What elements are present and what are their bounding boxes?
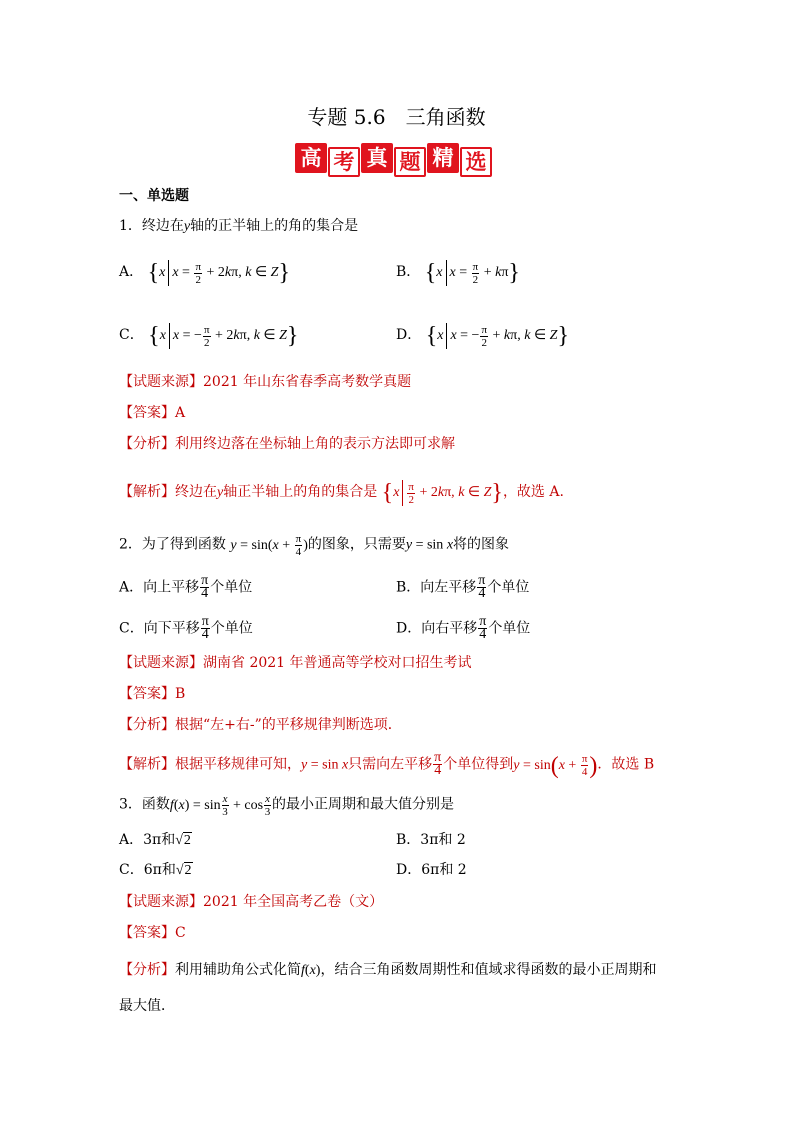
q1-stem-rest: 轴的正半轴上的角的集合是 [190,218,359,234]
q1-analysis [119,434,455,454]
q2-source-text: 湖南省 [203,655,250,671]
q2-solution: 【解析】根据平移规律可知，y = sin x只需向左平移 $\frac{\pi}{4}$ 个单位得到y = sin(x + $\frac{\pi}{4}$ )．故选 B [119,750,655,779]
q3-source [119,892,383,912]
banner-char: 题 [394,147,426,177]
q2-stem-formula-2: y = sin x [405,537,454,553]
q2-option-b-label: B．向左平移 [396,579,477,596]
q1-option-c-label: C． [119,327,144,344]
answer-tag: 【答案】 [119,925,175,941]
q3-analysis-text: 利用辅助角公式化简 [175,962,301,978]
source-tag: 【试题来源】 [119,655,203,671]
q2-option-d-unit: 个单位 [488,620,531,637]
banner-char: 真 [361,143,393,173]
q1-stem-text: 1．终边在 [119,218,184,234]
solution-tag: 【解析】 [119,484,175,501]
q1-analysis-text: 利用终边落在坐标轴上角的表示方法即可求解 [175,436,455,452]
q3-source-text: 2021 年全国高考乙卷（文） [203,894,384,910]
q3-answer [119,923,186,943]
q2-stem-formula: y = sin(x + $\frac{\pi}{4}$ ) [230,533,308,558]
q2-option-d-label: D．向右平移 [396,620,478,637]
q1-option-c [119,323,298,349]
q2-solution-mid2: 个单位得到 [443,756,514,773]
q3-stem-formula: f(x) = sin $\frac{x}{3}$ + cos $\frac{x}{3}$ [169,793,271,818]
q1-source [119,372,411,392]
q2-option-a-label: A．向上平移 [119,579,200,596]
q1-option-a-label: A． [119,264,144,281]
q3-option-a-formula: √2 [175,833,191,848]
q3-option-d [396,860,467,880]
q2-source-post: 年普通高等学校对口招生考试 [285,655,472,671]
q1-solution-end: ，故选 A. [502,484,564,501]
q1-option-b-formula: {x x = $\frac{\pi}{2}$ + kπ} [424,260,520,286]
q2-source-year: 2021 [249,655,286,671]
source-tag: 【试题来源】 [119,374,203,390]
analysis-tag: 【分析】 [119,962,175,978]
q1-option-d [396,323,569,349]
q3-stem-text: 3．函数 [119,796,170,813]
q2-analysis-text: 根据“左+右-”的平移规律判断选项． [175,717,402,733]
q2-answer [119,684,185,704]
section-heading: 一、单选题 [119,188,189,204]
q2-solution-text: 根据平移规律可知， [175,756,301,773]
q2-stem-end: 将的图象 [453,536,510,553]
q2-stem [119,533,509,558]
solution-tag: 【解析】 [119,756,175,773]
q1-option-a-formula: {x x = $\frac{\pi}{2}$ + 2kπ, k ∈ Z} [147,260,290,286]
q1-solution-mid: 轴正半轴上的角的集合是 [223,484,378,501]
q1-stem [119,216,358,237]
analysis-tag: 【分析】 [119,717,175,733]
q2-source [119,653,472,673]
q2-stem-text: 2．为了得到函数 [119,536,226,553]
q2-solution-mid: 只需向左平移 [348,756,433,773]
q1-answer-value: A [175,405,186,421]
q2-option-c-label: C．向下平移 [119,620,200,637]
q2-solution-formula-2: y = sin(x + $\frac{\pi}{4}$ ) [513,752,598,779]
q3-stem-end: 的最小正周期和最大值分别是 [271,796,454,813]
q3-option-c-formula: √2 [175,863,192,878]
analysis-tag: 【分析】 [119,436,175,452]
q2-option-c-unit: 个单位 [210,620,253,637]
q3-option-b [396,830,466,850]
page-title: 专题 5.6 三角函数 [307,105,486,129]
q1-option-b-label: B． [396,264,421,281]
banner-char: 考 [328,147,360,177]
banner-char: 精 [427,143,459,173]
banner-highlight [295,143,492,177]
q1-option-c-formula: {x x = − $\frac{\pi}{2}$ + 2kπ, k ∈ Z} [148,323,299,349]
q1-stem-var: y [183,219,191,234]
banner-char: 选 [460,147,492,177]
q1-answer [119,403,185,423]
q3-option-c-label: C．6π和 [119,862,176,878]
q2-option-b-unit: 个单位 [487,579,530,596]
q2-option-a: A．向上平移 $\frac{\pi}{4}$ 个单位 [119,573,253,601]
q3-analysis [119,960,656,981]
q3-option-c [119,860,193,881]
q1-solution [119,480,564,506]
answer-tag: 【答案】 [119,405,175,421]
q3-analysis-post: ，结合三角函数周期性和值域求得函数的最小正周期和 [320,962,657,978]
q3-option-a [119,830,192,851]
q3-analysis-line2: 最大值． [119,998,175,1014]
q2-option-b: B．向左平移 $\frac{\pi}{4}$ 个单位 [396,573,530,601]
q2-option-a-unit: 个单位 [210,579,253,596]
q3-option-b-label: B．3π和 2 [396,832,466,848]
q3-stem [119,793,454,818]
q2-solution-formula-1: y = sin x [301,757,349,773]
q1-option-d-formula: {x x = − $\frac{\pi}{2}$ + kπ, k ∈ Z} [425,323,569,349]
q3-option-d-label: D．6π和 2 [396,862,467,878]
source-tag: 【试题来源】 [119,894,203,910]
q1-solution-text: 终边在 [175,484,217,501]
q2-answer-value: B [175,686,186,702]
q2-option-d: D．向右平移 $\frac{\pi}{4}$ 个单位 [396,614,531,642]
q2-solution-end: ．故选 B [597,756,655,773]
q1-source-text: 2021 年山东省春季高考数学真题 [203,374,412,390]
q1-solution-var: y [217,485,224,501]
answer-tag: 【答案】 [119,686,175,702]
q2-stem-mid: 的图象，只需要 [307,536,406,553]
q2-option-c: C．向下平移 $\frac{\pi}{4}$ 个单位 [119,614,253,642]
q3-answer-value: C [175,925,186,941]
q1-option-a [119,260,290,286]
q1-option-d-label: D． [396,327,422,344]
banner-char: 高 [295,143,327,173]
q2-analysis [119,715,402,735]
q3-option-a-label: A．3π和 [119,832,176,848]
q1-solution-formula: {x $\frac{\pi}{2}$ + 2kπ, k ∈ Z} [381,480,503,506]
q3-analysis-formula: f(x) [301,963,321,978]
q1-option-b [396,260,520,286]
